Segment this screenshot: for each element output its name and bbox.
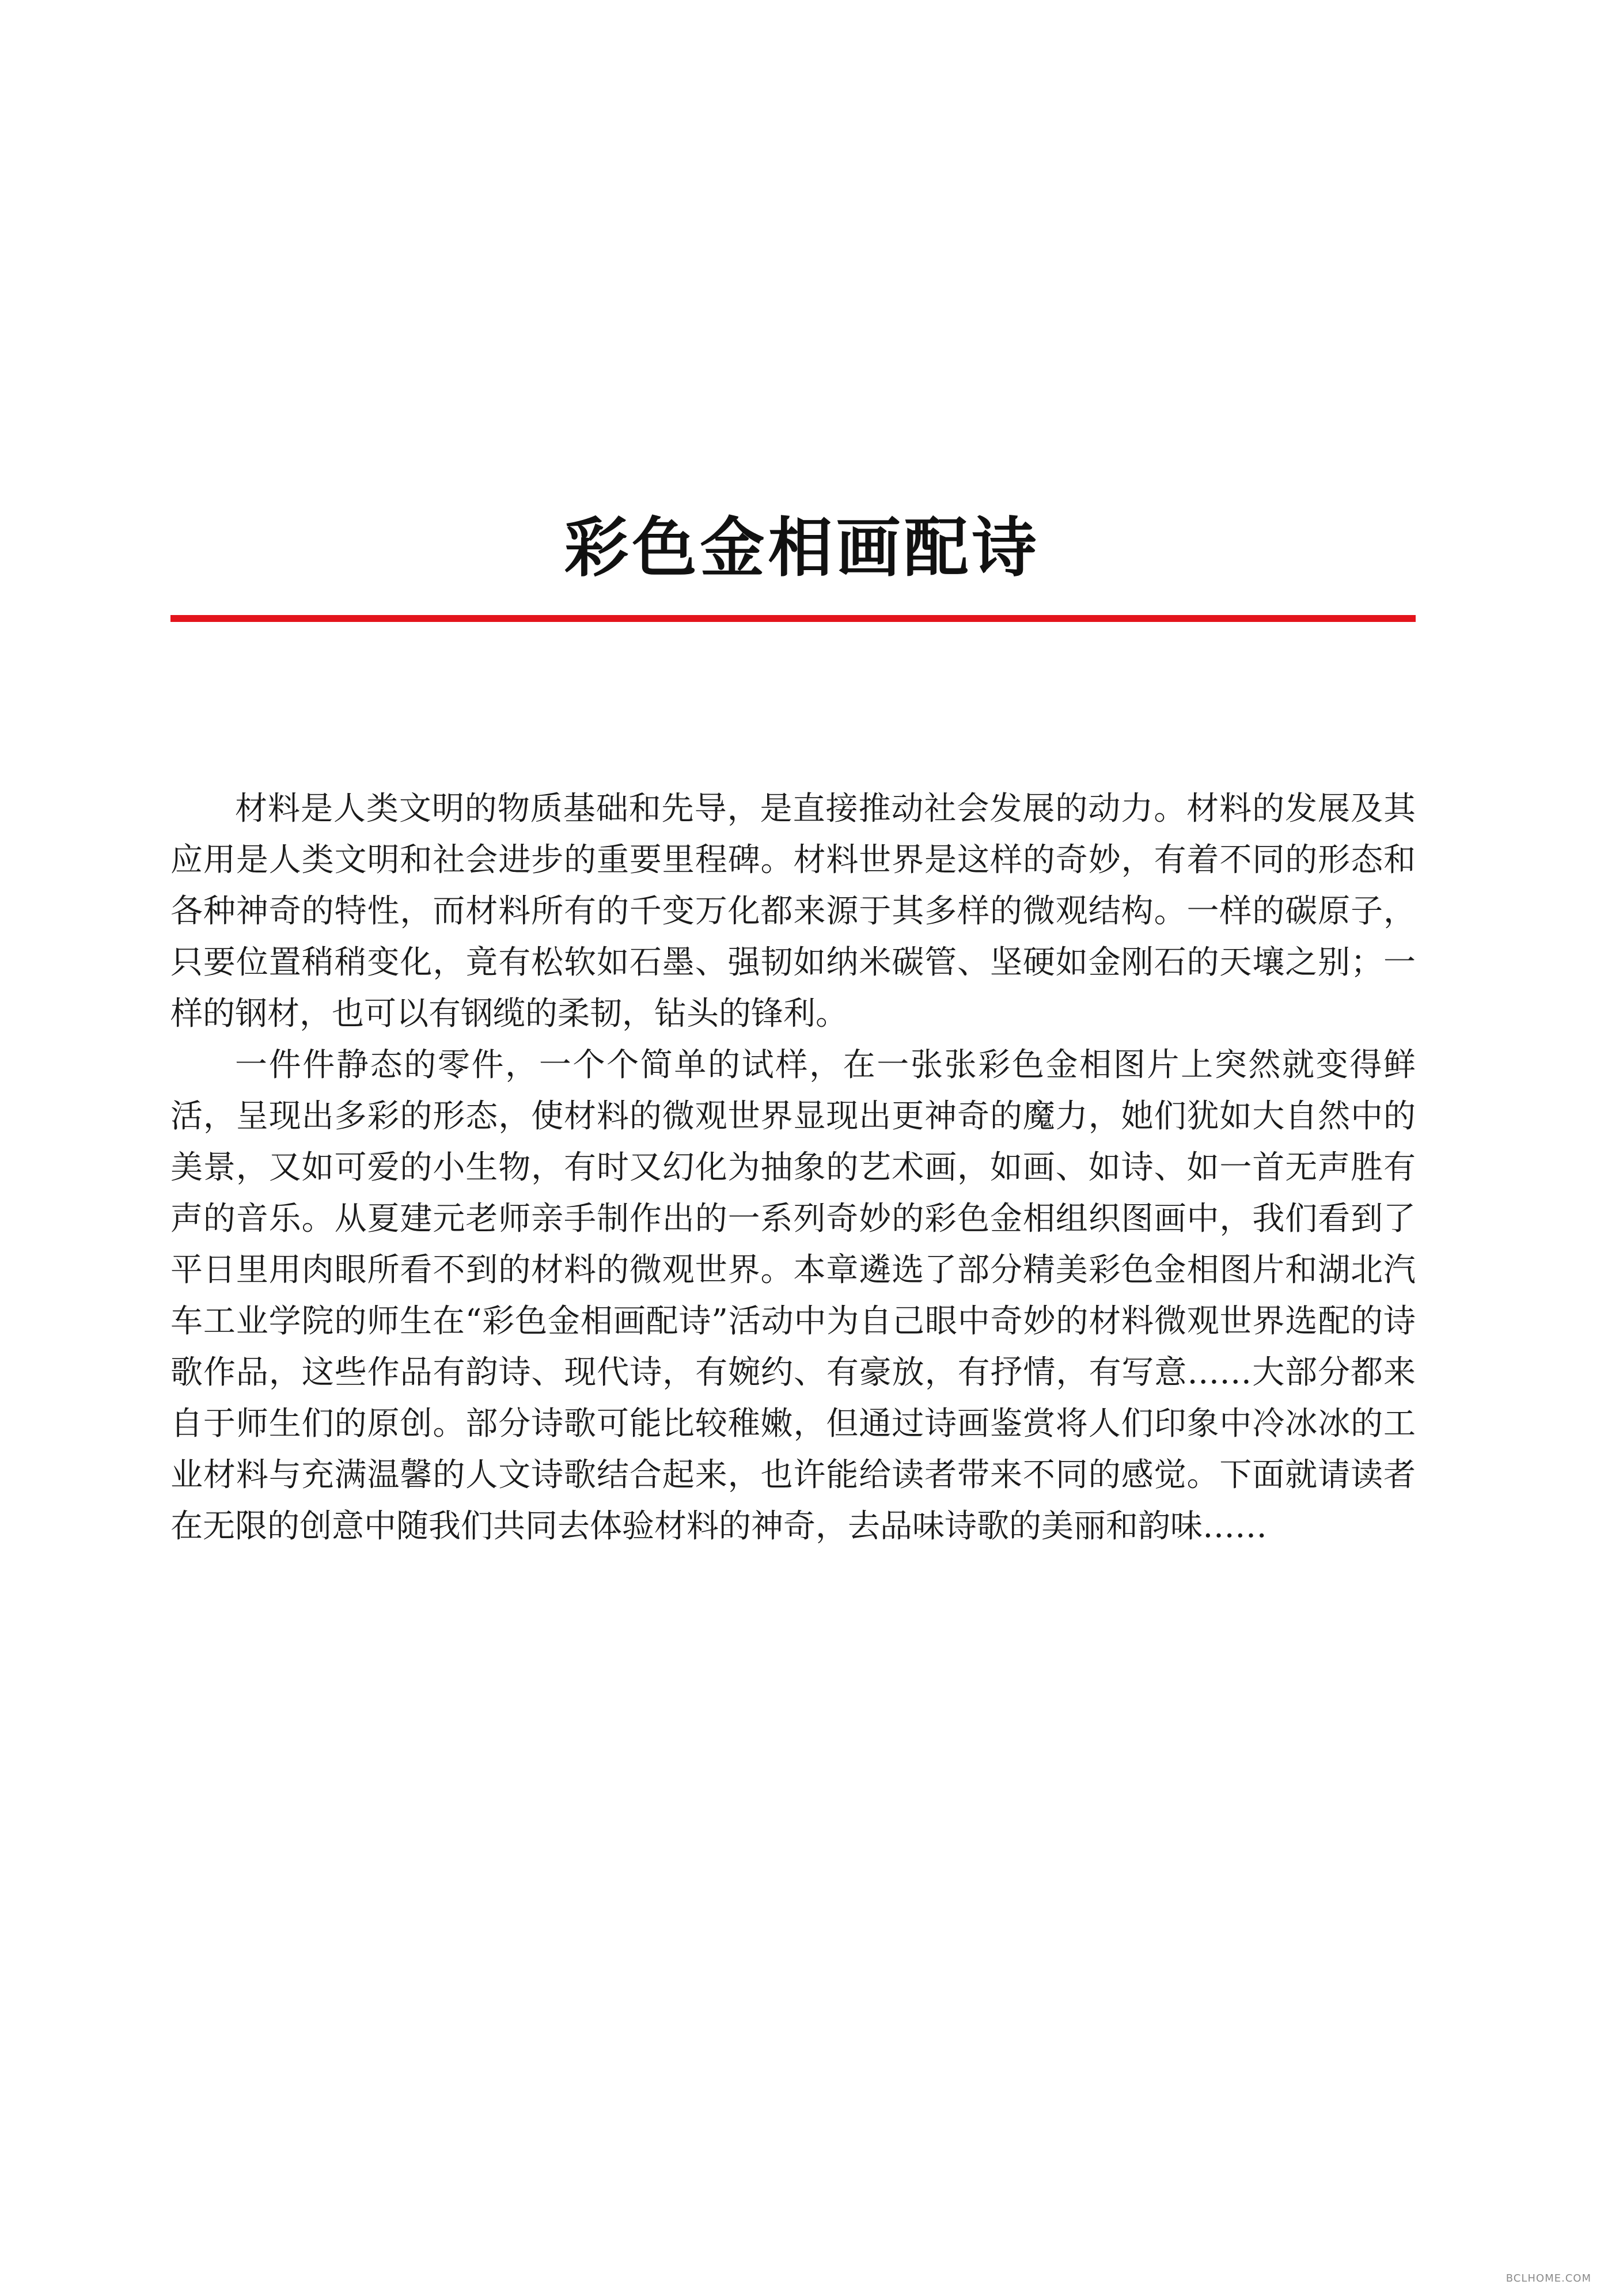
paragraph-2: 一件件静态的零件，一个个简单的试样，在一张张彩色金相图片上突然就变得鲜活，呈现出多彩的形态，使材料的微观世界显现出更神奇的魔力，她们犹如大自然中的美景，又如可爱的小生物，有时又幻化为抽象的艺术画，如画、如诗、如一首无声胜有声的音乐。从夏建元老师亲手制作出的一系列奇妙的彩色金相组织图画中，我们看到了平日里用肉眼所看不到的材料的微观世界。本章遴选了部分精美彩色金相图片和湖北汽车工业学院的师生在“彩色金相画配诗”活动中为自己眼中奇妙的材料微观世界选配的诗歌作品，这些作品有韵诗、现代诗，有婉约、有豪放，有抒情，有写意……大部分都来自于师生们的原创。部分诗歌可能比较稚嫩，但通过诗画鉴赏将人们印象中冷冰冰的工业材料与充满温馨的人文诗歌结合起来，也许能给读者带来不同的感觉。下面就请读者在无限的创意中随我们共同去体验材料的神奇，去品味诗歌的美丽和韵味…… bbox=[170, 1046, 1416, 1545]
body-text bbox=[170, 783, 1416, 1552]
watermark-text: BCLHOME.COM bbox=[1506, 2272, 1591, 2284]
chapter-title: 彩色金相画配诗 bbox=[564, 510, 1040, 586]
title-underline-rule bbox=[170, 615, 1416, 622]
paragraph-1: 材料是人类文明的物质基础和先导，是直接推动社会发展的动力。材料的发展及其应用是人类文明和社会进步的重要里程碑。材料世界是这样的奇妙，有着不同的形态和各种神奇的特性，而材料所有的千变万化都来源于其多样的微观结构。一样的碳原子，只要位置稍稍变化，竟有松软如石墨、强韧如纳米碳管、坚硬如金刚石的天壤之别；一样的钢材，也可以有钢缆的柔韧，钻头的锋利。 bbox=[170, 790, 1416, 1033]
